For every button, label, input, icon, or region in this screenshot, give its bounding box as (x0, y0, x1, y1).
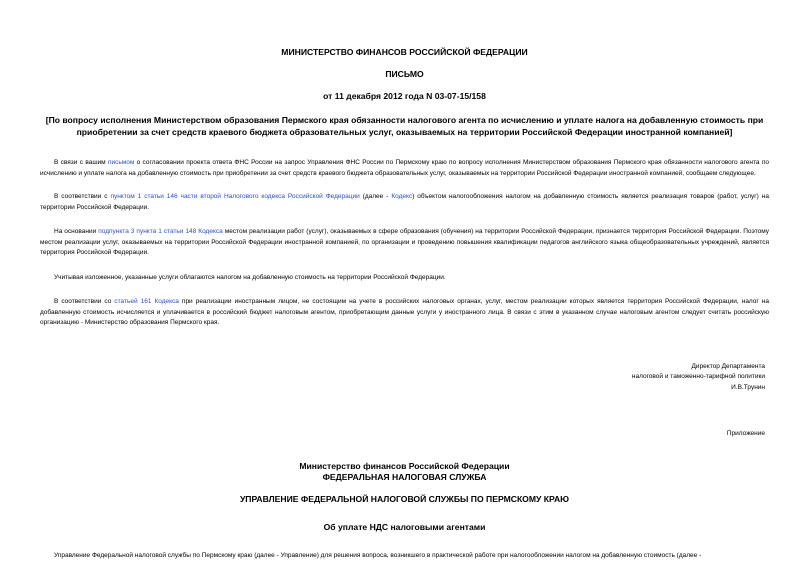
letter-link[interactable]: письмом (107, 159, 135, 166)
enclosure-paragraph-1: Управление Федеральной налоговой службы по Пермскому краю (далее - Управление) для решения вопроса, возникшего в практической работе при налогообложении налогом на добавленную стоимость (далее - (54, 551, 702, 559)
document-date-number: от 11 декабря 2012 года N 03-07-15/158 (323, 91, 486, 101)
signer-name: И.В.Трунин (731, 383, 765, 391)
tax-code-article-146-link[interactable]: пунктом 1 статьи 146 части второй Налогового кодекса Российской Федерации (110, 193, 360, 200)
paragraph-5-start: В соответствии со (54, 298, 115, 305)
attachment-label: Приложение (726, 430, 765, 437)
ministry-heading: МИНИСТЕРСТВО ФИНАНСОВ РОССИЙСКОЙ ФЕДЕРАЦИИ (281, 47, 528, 57)
paragraph-4: Учитывая изложенное, указанные услуги облагаются налогом на добавленную стоимость на территории Российской Федерации. (54, 273, 446, 281)
paragraph-5 (40, 297, 769, 329)
document-subject: [По вопросу исполнения Министерством образования Пермского края обязанности налогового агента по исчислению и уплате налога на добавленную стоимость при приобретении за счет средств краевого бюджета образовательных услуг, оказываемых на территории Российской Федерации иностранной компанией] (45, 115, 764, 137)
signature-block (40, 362, 769, 394)
document-type: ПИСЬМО (385, 69, 424, 79)
paragraph-3 (40, 227, 769, 259)
signer-position: Директор Департамента (691, 362, 765, 370)
paragraph-2-start: В соответствии с (54, 193, 111, 200)
enclosure-title: Об уплате НДС налоговыми агентами (323, 521, 486, 532)
paragraph-1 (40, 158, 769, 179)
enclosure-service: ФЕДЕРАЛЬНАЯ НАЛОГОВАЯ СЛУЖБА (322, 471, 487, 482)
signer-department: налоговой и таможенно-тарифной политики (631, 373, 765, 380)
paragraph-2-middle: (далее - (359, 193, 392, 200)
paragraph-1-rest: о согласовании проекта ответа ФНС России на запрос Управления ФНС России по Пермскому краю по вопросу исполнения Министерством образования Пермского края обязанности налогового агента по исчислению и уплате налога на добавленную стоимость при приобретении за счет средств краевого бюджета образовательных услуг, оказываемых на территории Российской Федерации иностранной компанией, сообщаем следующее. (40, 159, 769, 177)
paragraph-3-start: На основании (54, 228, 99, 235)
article-148-link[interactable]: подпункта 3 пункта 1 статьи 148 Кодекса (98, 228, 223, 235)
enclosure-department: УПРАВЛЕНИЕ ФЕДЕРАЛЬНОЙ НАЛОГОВОЙ СЛУЖБЫ ПО ПЕРМСКОМУ КРАЮ (239, 493, 570, 504)
enclosure-ministry: Министерство финансов Российской Федерации (299, 460, 510, 471)
paragraph-1-start: В связи с вашим (54, 159, 108, 166)
paragraph-2-rest: ) объектом налогообложения налогом на добавленную стоимость является реализация товаров (работ, услуг) на территории Российской Федерации. (40, 193, 769, 211)
paragraph-3-rest: местом реализации работ (услуг), оказываемых в сфере образования (обучения) на территории Российской Федерации, признается территория Российской Федерации. Поэтому местом реализации услуг, оказываемых на территории Российской Федерации иностранной компанией, по организации и проведению повышения квалификации педагогов английского языка общеобразовательных учреждений, является территория Российской Федерации. (40, 228, 770, 256)
article-161-link[interactable]: статьей 161 Кодекса (114, 298, 179, 305)
paragraph-2 (40, 192, 769, 213)
code-link[interactable]: Кодекс (391, 193, 413, 200)
paragraph-5-rest: при реализации иностранным лицом, не состоящим на учете в российских налоговых органах, услуг, местом реализации которых является территория Российской Федерации, налог на добавленную стоимость исчисляется и уплачивается в российский бюджет налоговым агентом, приобретающим данные услуги у иностранного лица. В связи с этим в указанном случае налоговым агентом следует считать российскую организацию - Министерство образования Пермского края. (40, 298, 769, 326)
